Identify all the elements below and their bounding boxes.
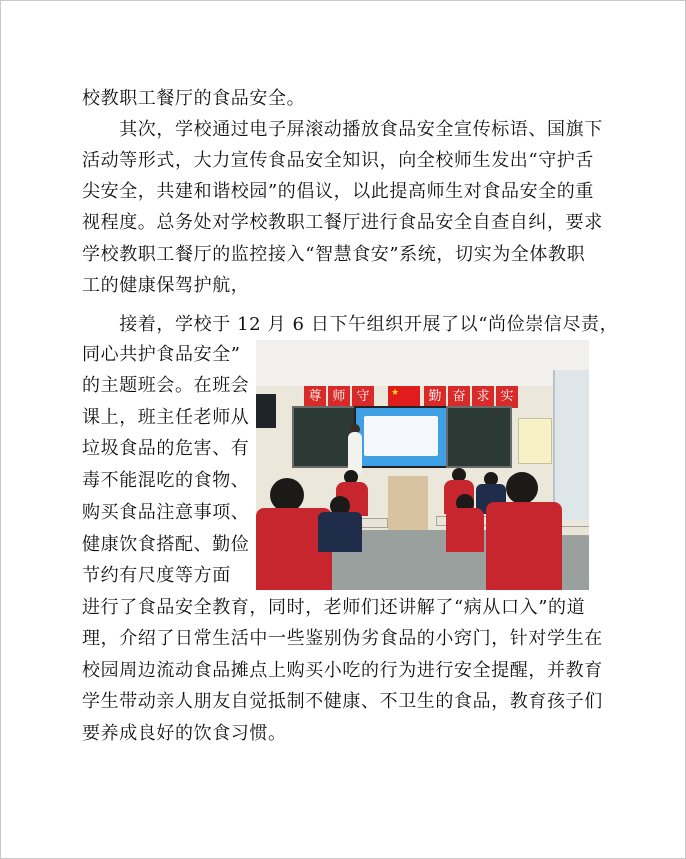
text-line: 尖安全，共建和谐校园”的倡议，以此提高师生对食品安全的重 (82, 181, 594, 202)
side-text-line: 毒不能混吃的食物、 (82, 470, 250, 491)
classroom-photo (256, 340, 589, 590)
photo-banner-char: 尊 (304, 386, 326, 408)
photo-banner-char: 奋 (448, 386, 470, 408)
side-text-line: 健康饮食搭配、勤俭 (82, 534, 250, 555)
photo-banner-char: 守 (352, 386, 374, 408)
photo-student (446, 508, 484, 552)
text-line: 进行了食品安全教育，同时，老师们还讲解了“病从口入”的道 (82, 597, 586, 618)
photo-blackboard-right (446, 406, 512, 468)
side-text-line: 购买食品注意事项、 (82, 502, 250, 523)
photo-podium (388, 476, 428, 536)
photo-teacher (348, 432, 362, 474)
text-line: 学校教职工餐厅的监控接入“智慧食安”系统，切实为全体教职 (82, 244, 586, 265)
text-line: 其次，学校通过电子屏滚动播放食品安全宣传标语、国旗下 (82, 119, 603, 140)
side-text-line: 垃圾食品的危害、有 (82, 438, 250, 459)
side-text-line: 同心共护食品安全” (82, 344, 241, 365)
photo-banner-char: 求 (472, 386, 494, 408)
text-line: 视程度。总务处对学校教职工餐厅进行食品安全自查自纠，要求 (82, 212, 603, 233)
text-line: 活动等形式，大力宣传食品安全知识，向全校师生发出“守护舌 (82, 150, 594, 171)
side-text-line: 的主题班会。在班会 (82, 375, 250, 396)
text-line: 校园周边流动食品摊点上购买小吃的行为进行安全提醒，并教育 (82, 660, 603, 681)
text-line: 学生带动亲人朋友自觉抵制不健康、不卫生的食品，教育孩子们 (82, 691, 603, 712)
side-text-line: 节约有尺度等方面 (82, 565, 231, 586)
photo-banner-char: 师 (328, 386, 350, 408)
text-line: 工的健康保驾护航， (82, 275, 250, 296)
photo-student-head (270, 478, 304, 512)
photo-student (486, 502, 562, 590)
photo-banner-char: 勤 (424, 386, 446, 408)
photo-banner-char: 实 (496, 386, 518, 408)
photo-wall-poster (518, 418, 552, 464)
photo-student-head (506, 472, 538, 504)
text-line: 校教职工餐厅的食品安全。 (82, 88, 306, 109)
national-flag: ★ (388, 386, 420, 408)
side-text-line: 课上，班主任老师从 (82, 407, 250, 428)
photo-wall-tv (256, 394, 276, 428)
photo-window (553, 370, 589, 520)
text-line: 理，介绍了日常生活中一些鉴别伪劣食品的小窍门，针对学生在 (82, 628, 603, 649)
photo-ceiling (256, 340, 589, 386)
text-line: 接着，学校于 12 月 6 日下午组织开展了以“尚俭崇信尽责， (82, 314, 619, 335)
photo-projector-screen (354, 406, 450, 468)
text-line: 要养成良好的饮食习惯。 (82, 723, 287, 744)
photo-student (318, 512, 362, 552)
